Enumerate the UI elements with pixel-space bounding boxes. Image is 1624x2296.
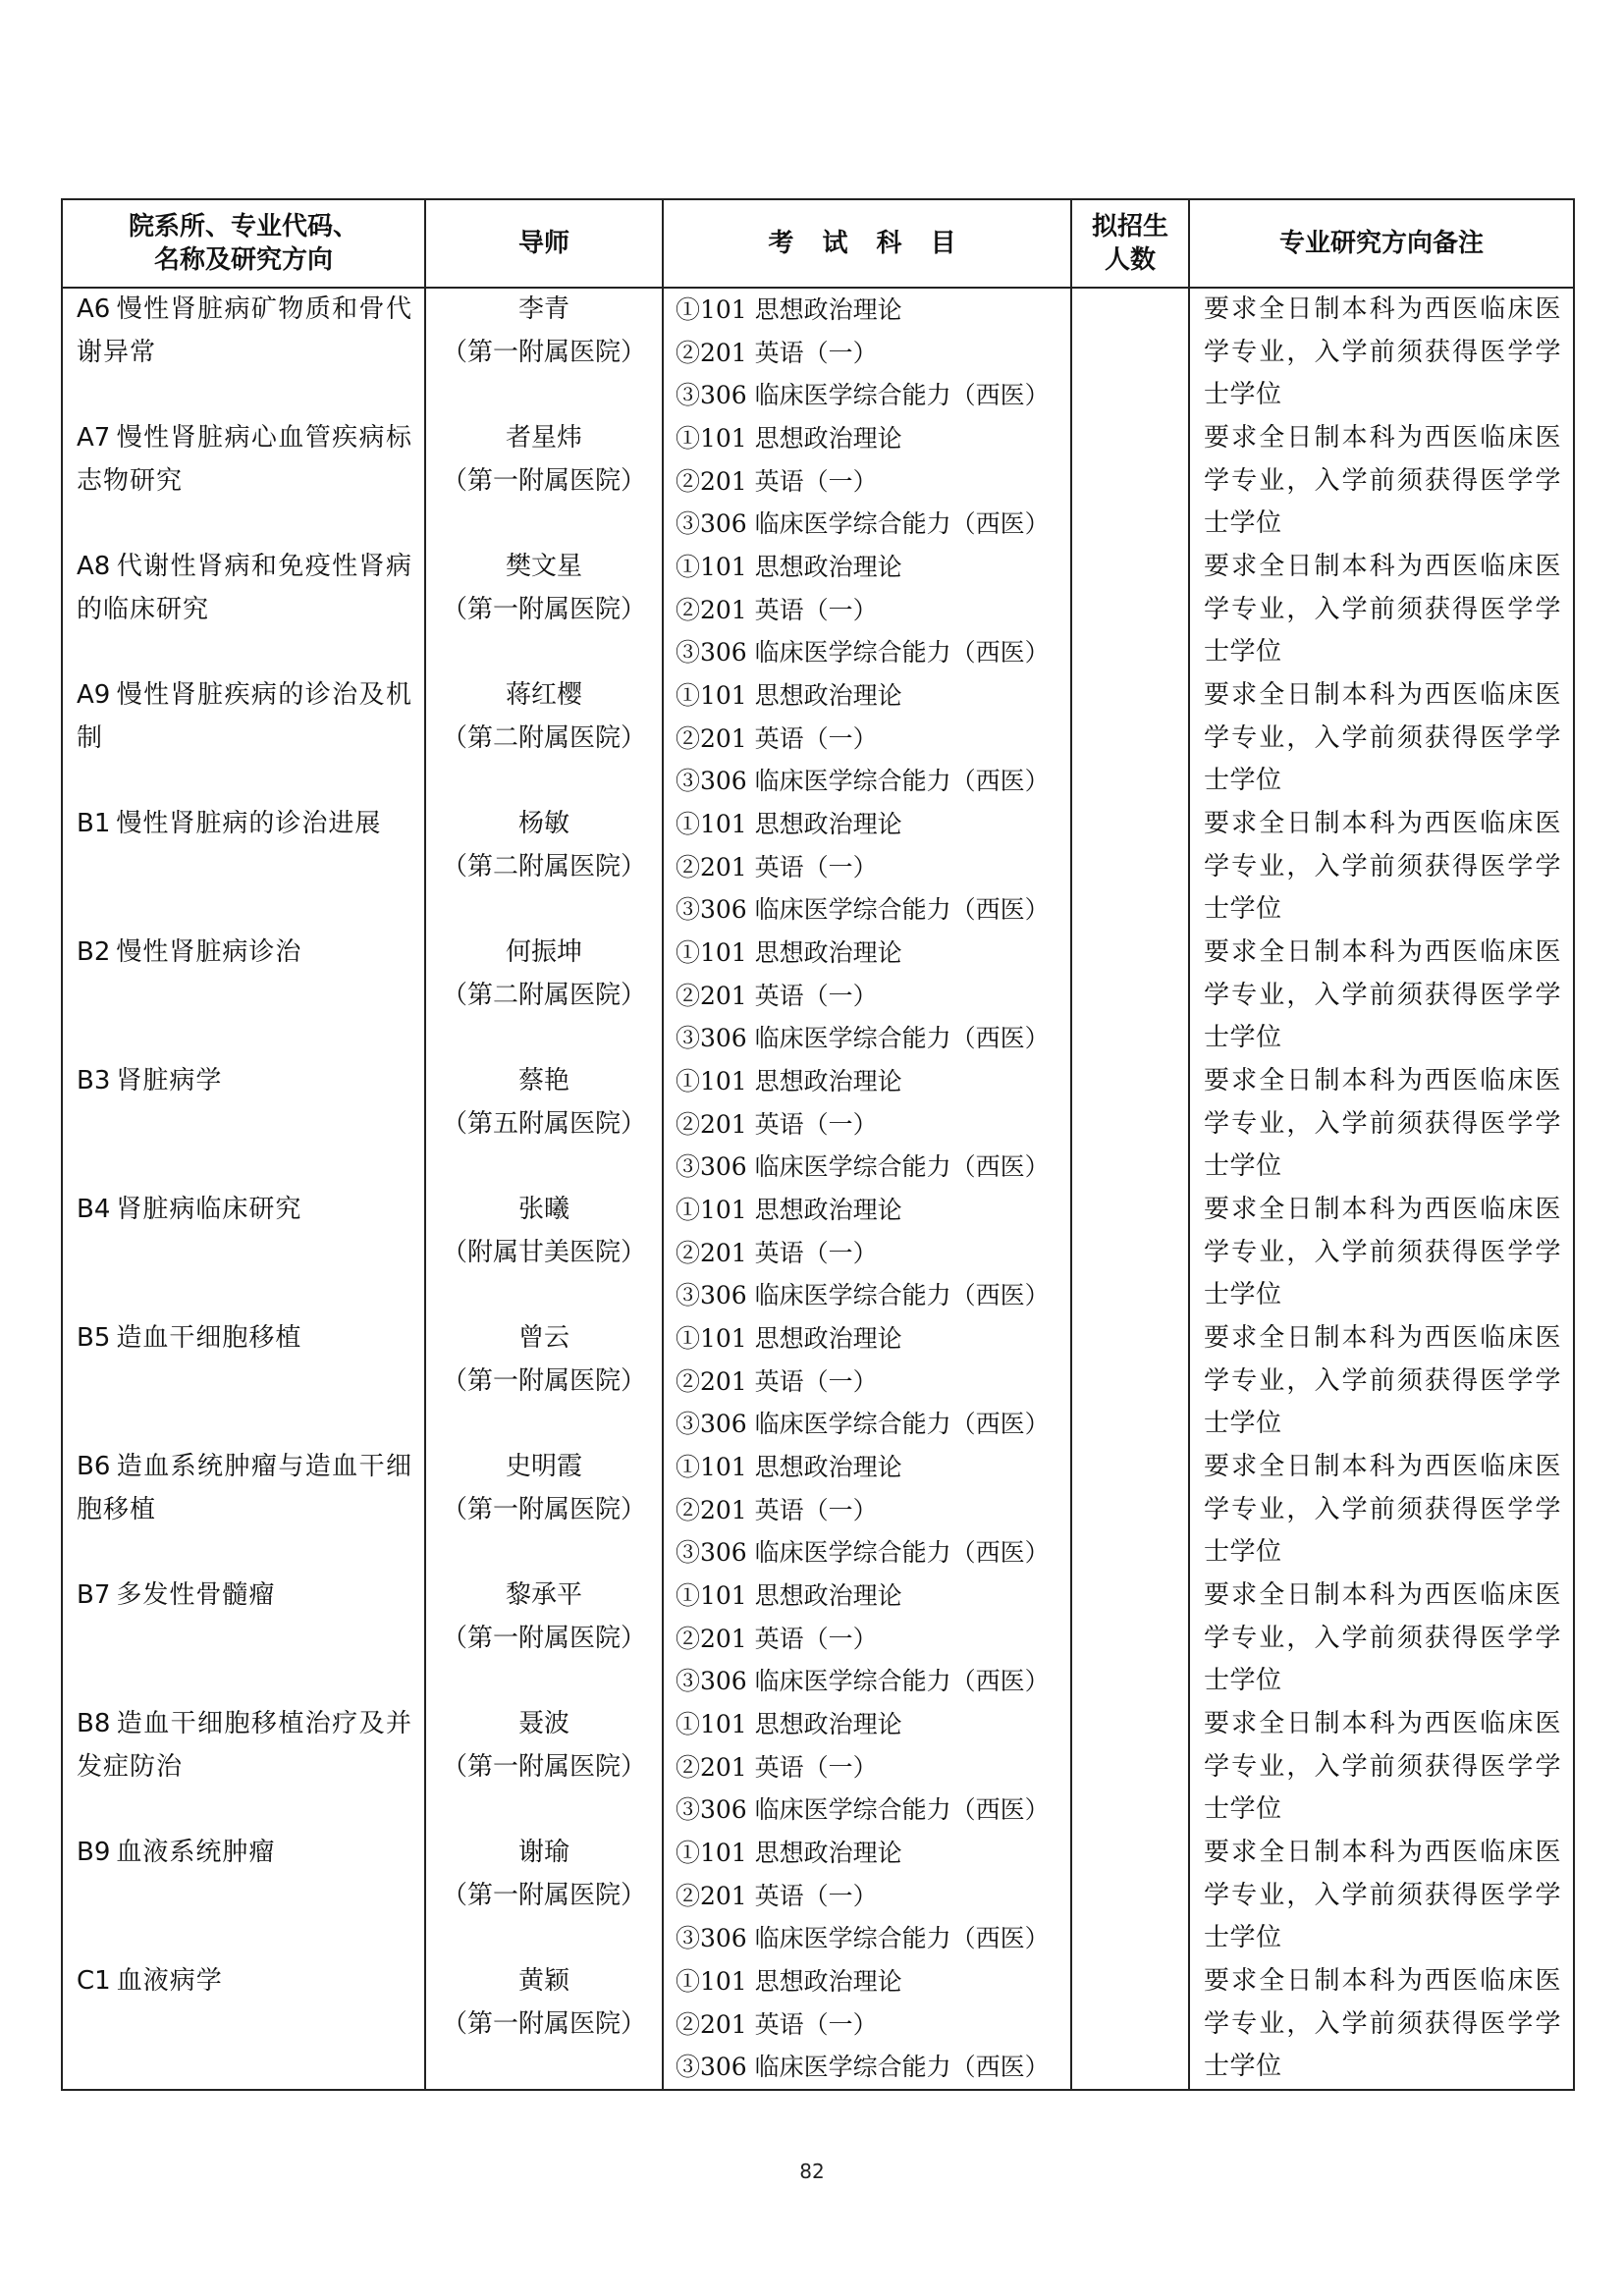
- table-row: [62, 1189, 1574, 1317]
- research-direction-cell: [62, 288, 425, 417]
- tutor-hospital: （第二附属医院）: [441, 851, 646, 881]
- exam-subject: ②201 英语（一）: [676, 1238, 878, 1267]
- note-cell: [1189, 932, 1574, 1060]
- direction-note: 要求全日制本科为西医临床医学专业，入学前须获得医学学士学位: [1204, 1966, 1561, 2082]
- header-direction-line-2: 名称及研究方向: [153, 245, 333, 275]
- tutor-cell: [425, 803, 663, 932]
- direction-note: 要求全日制本科为西医临床医学专业，入学前须获得医学学士学位: [1204, 1452, 1561, 1568]
- exam-subjects-cell: [663, 288, 1071, 417]
- exam-subject: ③306 临床医学综合能力（西医）: [676, 1281, 1050, 1310]
- tutor-cell: [425, 1832, 663, 1960]
- note-cell: [1189, 1960, 1574, 2090]
- exam-subject: ①101 思想政治理论: [676, 553, 902, 581]
- exam-subjects-cell: [663, 1832, 1071, 1960]
- exam-subjects-cell: [663, 417, 1071, 546]
- tutor-cell: [425, 1446, 663, 1575]
- quota-cell: [1071, 1446, 1189, 1575]
- direction-name: 肾脏病学: [116, 1066, 223, 1095]
- direction-name: 多发性骨髓瘤: [116, 1580, 276, 1610]
- tutor-cell: [425, 288, 663, 417]
- exam-subjects-cell: [663, 1575, 1071, 1703]
- tutor-name: 聂波: [517, 1709, 569, 1738]
- direction-note: 要求全日制本科为西医临床医学专业，入学前须获得医学学士学位: [1204, 1838, 1561, 1953]
- tutor-name: 李青: [517, 294, 569, 324]
- quota-cell: [1071, 932, 1189, 1060]
- research-direction-cell: [62, 1703, 425, 1832]
- exam-subject: ②201 英语（一）: [676, 1752, 878, 1782]
- tutor-hospital: （第一附属医院）: [441, 465, 646, 496]
- tutor-name: 黄颖: [517, 1966, 569, 1996]
- note-cell: [1189, 1060, 1574, 1189]
- header-direction: [62, 199, 425, 288]
- direction-note: 要求全日制本科为西医临床医学专业，入学前须获得医学学士学位: [1204, 552, 1561, 667]
- exam-subject: ①101 思想政治理论: [676, 681, 902, 710]
- note-cell: [1189, 803, 1574, 932]
- header-notes: 专业研究方向备注: [1189, 199, 1574, 288]
- exam-subject: ②201 英语（一）: [676, 1624, 878, 1653]
- quota-cell: [1071, 1060, 1189, 1189]
- table-row: [62, 1575, 1574, 1703]
- direction-note: 要求全日制本科为西医临床医学专业，入学前须获得医学学士学位: [1204, 423, 1561, 539]
- direction-name: 血液病学: [116, 1966, 223, 1996]
- tutor-cell: [425, 932, 663, 1060]
- direction-code: C1: [77, 1966, 111, 1996]
- tutor-name: 蒋红樱: [505, 680, 582, 710]
- direction-name: 代谢性肾病和免疫性肾病的临床研究: [77, 552, 412, 624]
- tutor-cell: [425, 1703, 663, 1832]
- quota-cell: [1071, 1832, 1189, 1960]
- tutor-name: 黎承平: [505, 1580, 582, 1610]
- table-row: [62, 417, 1574, 546]
- quota-cell: [1071, 1317, 1189, 1446]
- page-number: 82: [799, 2160, 825, 2183]
- exam-subject: ③306 临床医学综合能力（西医）: [676, 1024, 1050, 1053]
- table-row: [62, 1317, 1574, 1446]
- tutor-name: 曾云: [517, 1323, 569, 1353]
- direction-code: A6: [77, 294, 111, 324]
- direction-name: 造血干细胞移植: [116, 1323, 302, 1353]
- note-cell: [1189, 1832, 1574, 1960]
- direction-code: B2: [77, 937, 111, 967]
- header-tutor: 导师: [425, 199, 663, 288]
- header-quota: [1071, 199, 1189, 288]
- exam-subject: ①101 思想政治理论: [676, 424, 902, 453]
- exam-subject: ①101 思想政治理论: [676, 1710, 902, 1738]
- exam-subject: ②201 英语（一）: [676, 723, 878, 753]
- exam-subject: ①101 思想政治理论: [676, 1839, 902, 1867]
- tutor-hospital: （第一附属医院）: [441, 1365, 646, 1396]
- tutor-hospital: （第一附属医院）: [441, 2008, 646, 2039]
- tutor-name: 张曦: [517, 1195, 569, 1224]
- tutor-name: 史明霞: [505, 1452, 582, 1481]
- direction-code: B3: [77, 1066, 111, 1095]
- direction-note: 要求全日制本科为西医临床医学专业，入学前须获得医学学士学位: [1204, 294, 1561, 410]
- exam-subject: ③306 临床医学综合能力（西医）: [676, 1924, 1050, 1953]
- exam-subject: ③306 临床医学综合能力（西医）: [676, 2053, 1050, 2082]
- exam-subject: ①101 思想政治理论: [676, 1453, 902, 1481]
- direction-name: 慢性肾脏病心血管疾病标志物研究: [77, 423, 412, 496]
- exam-subject: ③306 临床医学综合能力（西医）: [676, 767, 1050, 796]
- direction-code: B7: [77, 1580, 111, 1610]
- exam-subject: ②201 英语（一）: [676, 338, 878, 367]
- research-direction-cell: [62, 932, 425, 1060]
- direction-code: B1: [77, 809, 111, 838]
- direction-name: 肾脏病临床研究: [116, 1195, 302, 1224]
- exam-subject: ②201 英语（一）: [676, 466, 878, 496]
- research-direction-cell: [62, 803, 425, 932]
- direction-note: 要求全日制本科为西医临床医学专业，入学前须获得医学学士学位: [1204, 680, 1561, 796]
- admissions-table: [61, 198, 1575, 2091]
- tutor-name: 杨敏: [517, 809, 569, 838]
- note-cell: [1189, 674, 1574, 803]
- research-direction-cell: [62, 1575, 425, 1703]
- exam-subject: ②201 英语（一）: [676, 981, 878, 1010]
- quota-cell: [1071, 1960, 1189, 2090]
- exam-subject: ③306 临床医学综合能力（西医）: [676, 895, 1050, 925]
- exam-subject: ②201 英语（一）: [676, 852, 878, 881]
- direction-note: 要求全日制本科为西医临床医学专业，入学前须获得医学学士学位: [1204, 1580, 1561, 1696]
- exam-subjects-cell: [663, 1317, 1071, 1446]
- exam-subject: ①101 思想政治理论: [676, 1067, 902, 1095]
- direction-name: 慢性肾脏疾病的诊治及机制: [77, 680, 412, 753]
- research-direction-cell: [62, 1960, 425, 2090]
- exam-subject: ①101 思想政治理论: [676, 938, 902, 967]
- tutor-hospital: （第一附属医院）: [441, 1494, 646, 1524]
- direction-note: 要求全日制本科为西医临床医学专业，入学前须获得医学学士学位: [1204, 1323, 1561, 1439]
- exam-subject: ②201 英语（一）: [676, 1109, 878, 1139]
- direction-name: 慢性肾脏病诊治: [116, 937, 302, 967]
- note-cell: [1189, 1575, 1574, 1703]
- direction-code: A8: [77, 552, 111, 581]
- exam-subject: ②201 英语（一）: [676, 2009, 878, 2039]
- direction-code: B6: [77, 1452, 111, 1481]
- table-row: [62, 1832, 1574, 1960]
- tutor-hospital: （第一附属医院）: [441, 1880, 646, 1910]
- exam-subjects-cell: [663, 1060, 1071, 1189]
- table-row: [62, 546, 1574, 674]
- note-cell: [1189, 288, 1574, 417]
- table-row: [62, 1446, 1574, 1575]
- exam-subject: ①101 思想政治理论: [676, 1581, 902, 1610]
- tutor-cell: [425, 1575, 663, 1703]
- tutor-hospital: （第五附属医院）: [441, 1108, 646, 1139]
- exam-subjects-cell: [663, 1446, 1071, 1575]
- exam-subject: ③306 临床医学综合能力（西医）: [676, 638, 1050, 667]
- tutor-hospital: （附属甘美医院）: [441, 1237, 646, 1267]
- exam-subjects-cell: [663, 932, 1071, 1060]
- tutor-cell: [425, 1060, 663, 1189]
- tutor-cell: [425, 1189, 663, 1317]
- exam-subject: ②201 英语（一）: [676, 1495, 878, 1524]
- quota-cell: [1071, 1703, 1189, 1832]
- exam-subject: ①101 思想政治理论: [676, 810, 902, 838]
- direction-code: A9: [77, 680, 111, 710]
- exam-subject: ③306 临床医学综合能力（西医）: [676, 1538, 1050, 1568]
- tutor-cell: [425, 546, 663, 674]
- tutor-hospital: （第一附属医院）: [441, 1751, 646, 1782]
- tutor-hospital: （第一附属医院）: [441, 594, 646, 624]
- tutor-name: 谢瑜: [517, 1838, 569, 1867]
- quota-cell: [1071, 288, 1189, 417]
- exam-subject: ②201 英语（一）: [676, 1366, 878, 1396]
- research-direction-cell: [62, 1317, 425, 1446]
- research-direction-cell: [62, 1189, 425, 1317]
- table-row: [62, 803, 1574, 932]
- direction-code: B5: [77, 1323, 111, 1353]
- table-row: [62, 1703, 1574, 1832]
- table-body: [62, 288, 1574, 2090]
- exam-subjects-cell: [663, 803, 1071, 932]
- table-row: [62, 1960, 1574, 2090]
- exam-subject: ①101 思想政治理论: [676, 1967, 902, 1996]
- direction-code: A7: [77, 423, 111, 453]
- direction-note: 要求全日制本科为西医临床医学专业，入学前须获得医学学士学位: [1204, 809, 1561, 925]
- direction-code: B4: [77, 1195, 111, 1224]
- exam-subject: ①101 思想政治理论: [676, 295, 902, 324]
- tutor-hospital: （第一附属医院）: [441, 337, 646, 367]
- research-direction-cell: [62, 1446, 425, 1575]
- direction-code: B8: [77, 1709, 111, 1738]
- direction-note: 要求全日制本科为西医临床医学专业，入学前须获得医学学士学位: [1204, 937, 1561, 1053]
- direction-name: 造血系统肿瘤与造血干细胞移植: [77, 1452, 412, 1524]
- tutor-name: 何振坤: [505, 937, 582, 967]
- direction-note: 要求全日制本科为西医临床医学专业，入学前须获得医学学士学位: [1204, 1066, 1561, 1182]
- table-row: [62, 674, 1574, 803]
- direction-name: 慢性肾脏病的诊治进展: [116, 809, 382, 838]
- quota-cell: [1071, 546, 1189, 674]
- direction-note: 要求全日制本科为西医临床医学专业，入学前须获得医学学士学位: [1204, 1195, 1561, 1310]
- quota-cell: [1071, 417, 1189, 546]
- tutor-hospital: （第二附属医院）: [441, 722, 646, 753]
- research-direction-cell: [62, 674, 425, 803]
- note-cell: [1189, 417, 1574, 546]
- exam-subjects-cell: [663, 1960, 1071, 2090]
- tutor-cell: [425, 674, 663, 803]
- table-row: [62, 288, 1574, 417]
- note-cell: [1189, 1189, 1574, 1317]
- note-cell: [1189, 1317, 1574, 1446]
- tutor-hospital: （第一附属医院）: [441, 1623, 646, 1653]
- tutor-cell: [425, 417, 663, 546]
- header-quota-line-1: 拟招生: [1091, 212, 1168, 241]
- tutor-cell: [425, 1317, 663, 1446]
- tutor-name: 樊文星: [505, 552, 582, 581]
- exam-subject: ②201 英语（一）: [676, 595, 878, 624]
- table-row: [62, 932, 1574, 1060]
- quota-cell: [1071, 674, 1189, 803]
- table-header: [62, 199, 1574, 288]
- exam-subject: ③306 临床医学综合能力（西医）: [676, 1152, 1050, 1182]
- note-cell: [1189, 1703, 1574, 1832]
- research-direction-cell: [62, 1832, 425, 1960]
- exam-subject: ③306 临床医学综合能力（西医）: [676, 1410, 1050, 1439]
- exam-subjects-cell: [663, 674, 1071, 803]
- header-direction-line-1: 院系所、专业代码、: [128, 212, 358, 241]
- direction-name: 慢性肾脏病矿物质和骨代谢异常: [77, 294, 412, 367]
- table-row: [62, 1060, 1574, 1189]
- tutor-name: 蔡艳: [517, 1066, 569, 1095]
- direction-note: 要求全日制本科为西医临床医学专业，入学前须获得医学学士学位: [1204, 1709, 1561, 1825]
- exam-subject: ③306 临床医学综合能力（西医）: [676, 381, 1050, 410]
- note-cell: [1189, 1446, 1574, 1575]
- exam-subject: ③306 临床医学综合能力（西医）: [676, 1667, 1050, 1696]
- header-quota-line-2: 人数: [1104, 245, 1156, 275]
- direction-name: 血液系统肿瘤: [116, 1838, 276, 1867]
- exam-subject: ①101 思想政治理论: [676, 1196, 902, 1224]
- tutor-name: 者星炜: [505, 423, 582, 453]
- exam-subjects-cell: [663, 1189, 1071, 1317]
- exam-subject: ①101 思想政治理论: [676, 1324, 902, 1353]
- exam-subject: ③306 临床医学综合能力（西医）: [676, 509, 1050, 539]
- exam-subjects-cell: [663, 1703, 1071, 1832]
- tutor-hospital: （第二附属医院）: [441, 980, 646, 1010]
- quota-cell: [1071, 803, 1189, 932]
- note-cell: [1189, 546, 1574, 674]
- research-direction-cell: [62, 1060, 425, 1189]
- header-subjects: 考 试 科 目: [663, 199, 1071, 288]
- exam-subjects-cell: [663, 546, 1071, 674]
- research-direction-cell: [62, 417, 425, 546]
- tutor-cell: [425, 1960, 663, 2090]
- direction-code: B9: [77, 1838, 111, 1867]
- direction-name: 造血干细胞移植治疗及并发症防治: [77, 1709, 412, 1782]
- quota-cell: [1071, 1189, 1189, 1317]
- research-direction-cell: [62, 546, 425, 674]
- exam-subject: ②201 英语（一）: [676, 1881, 878, 1910]
- exam-subject: ③306 临床医学综合能力（西医）: [676, 1795, 1050, 1825]
- quota-cell: [1071, 1575, 1189, 1703]
